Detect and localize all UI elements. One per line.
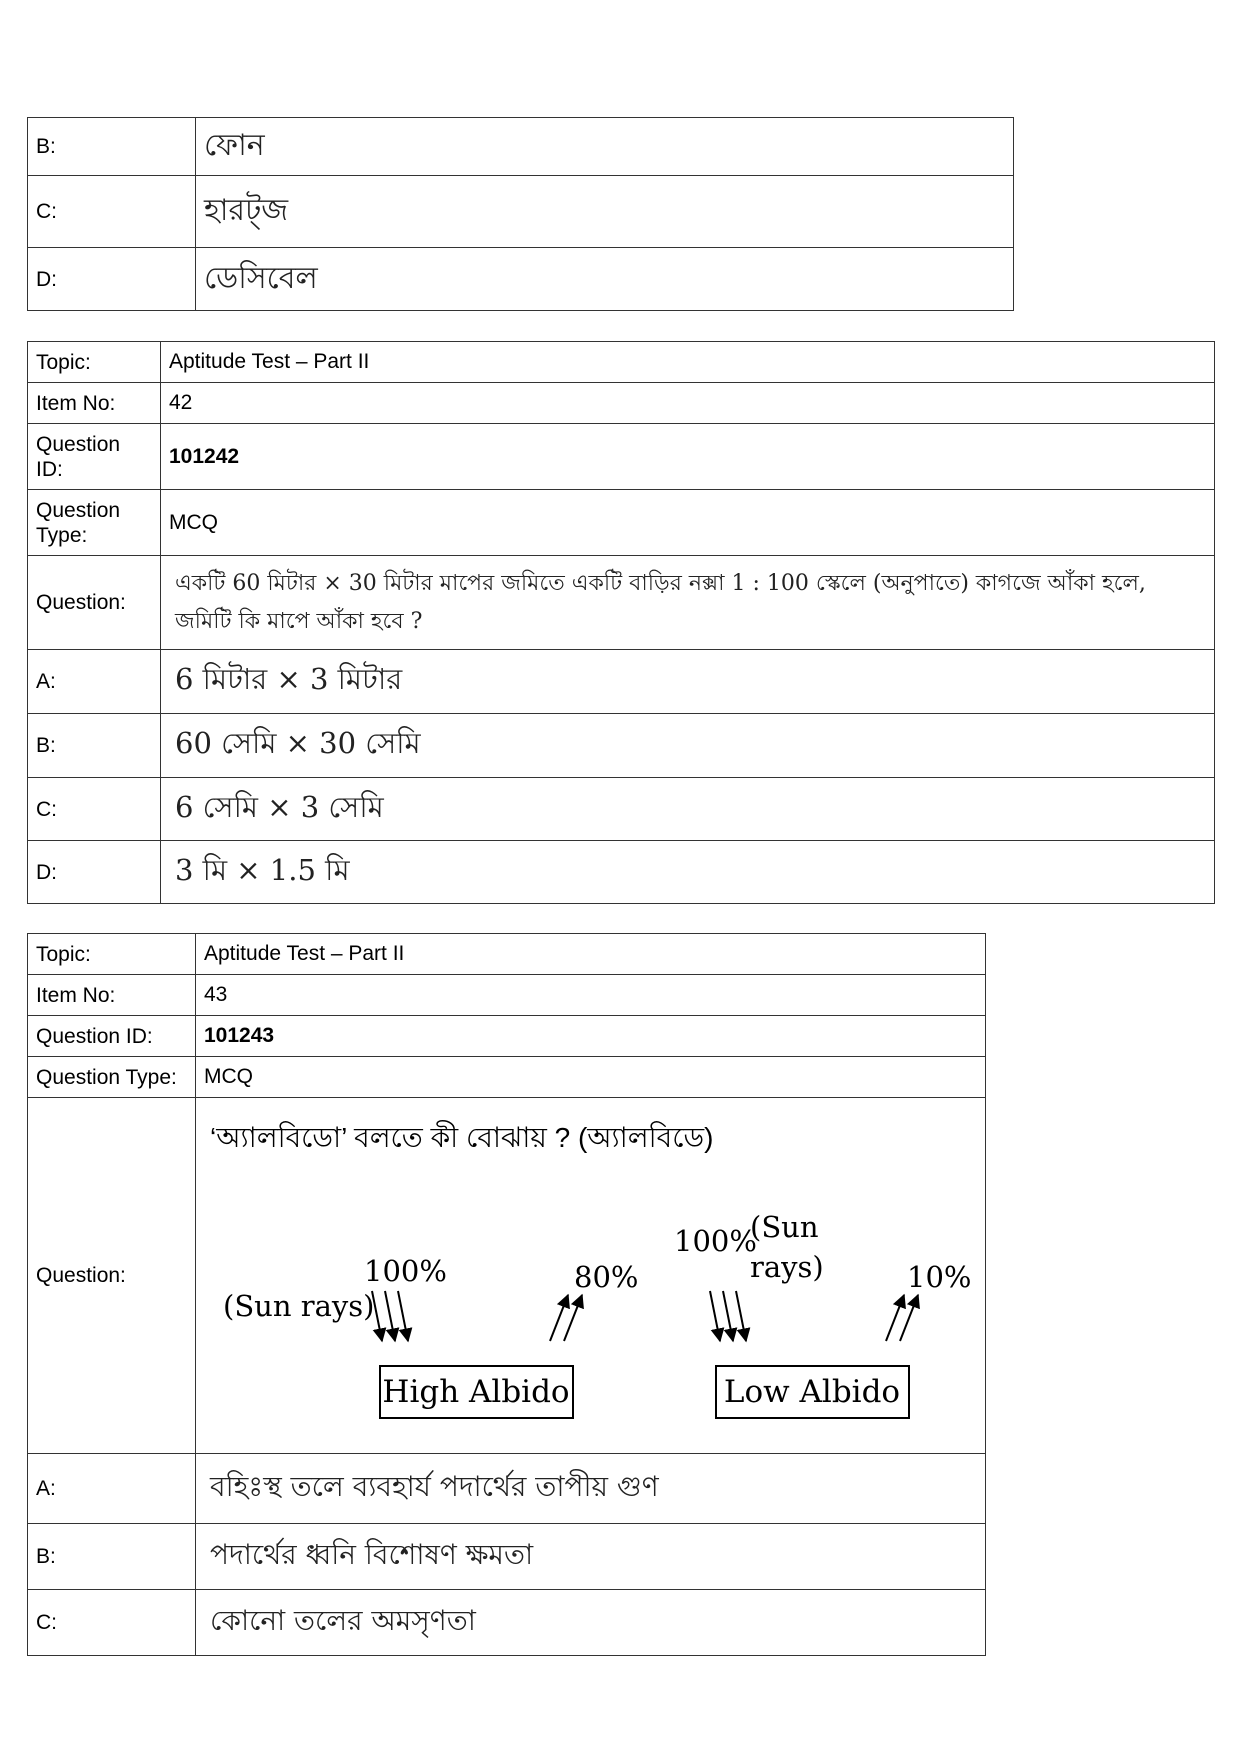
option-value: 6 মিটার × 3 মিটার [161, 650, 1215, 714]
albedo-figure [196, 1163, 986, 1453]
option-row-d [28, 248, 1014, 311]
question-type-row [28, 490, 1215, 556]
question-43-table [27, 933, 986, 1656]
item-no-row [28, 383, 1215, 424]
item-no-value: 43 [196, 975, 986, 1016]
question-id-label: Question ID: [28, 1016, 196, 1057]
item-no-label: Item No: [28, 975, 196, 1016]
option-value: হারট্জ [196, 176, 1014, 248]
question-id-row [28, 1016, 986, 1057]
option-label: C: [28, 778, 161, 841]
low-albido-label: Low Albido [723, 1374, 901, 1410]
option-value: 6 সেমি × 3 সেমি [161, 778, 1215, 841]
right-incoming-percent: 100% [674, 1224, 757, 1258]
option-value: 3 মি × 1.5 মি [161, 841, 1215, 904]
option-row-b [28, 118, 1014, 176]
question-cell [196, 1098, 986, 1454]
question-type-label: Question Type: [28, 1057, 196, 1098]
left-sun-rays-label: (Sun rays) [223, 1289, 375, 1323]
option-label: A: [28, 650, 161, 714]
question-row [28, 556, 1215, 650]
option-row-d [28, 841, 1215, 904]
high-albido-label: High Albido [382, 1374, 570, 1410]
item-no-value: 42 [161, 383, 1215, 424]
option-label: C: [28, 1590, 196, 1656]
option-row-a [28, 650, 1215, 714]
option-value: পদার্থের ধ্বনি বিশোষণ ক্ষমতা [196, 1524, 986, 1590]
left-reflected-percent: 80% [574, 1260, 639, 1294]
topic-value: Aptitude Test – Part II [161, 342, 1215, 383]
option-row-c [28, 778, 1215, 841]
option-row-b [28, 1524, 986, 1590]
question-label: Question: [28, 1098, 196, 1454]
question-text: একটি 60 মিটার × 30 মিটার মাপের জমিতে একটি বাড়ির নক্সা 1 : 100 স্কেলে (অনুপাতে) কাগজে আঁকা হলে, জমিটি কি মাপে আঁকা হবে ? [161, 556, 1215, 650]
option-label: B: [28, 1524, 196, 1590]
option-value: ফোন [196, 118, 1014, 176]
right-reflected-arrows-icon [886, 1295, 918, 1341]
right-sun-label-1: (Sun [750, 1210, 819, 1244]
item-no-label: Item No: [28, 383, 161, 424]
option-value: কোনো তলের অমসৃণতা [196, 1590, 986, 1656]
right-sun-label-2: rays) [750, 1250, 824, 1284]
option-row-b [28, 714, 1215, 778]
topic-label: Topic: [28, 342, 161, 383]
option-row-c [28, 176, 1014, 248]
right-incoming-arrows-icon [710, 1291, 746, 1341]
question-row [28, 1098, 986, 1454]
topic-value: Aptitude Test – Part II [196, 934, 986, 975]
left-reflected-arrows-icon [550, 1295, 582, 1341]
left-incoming-arrows-icon [372, 1291, 408, 1341]
option-value: ডেসিবেল [196, 248, 1014, 311]
option-row-a [28, 1454, 986, 1524]
topic-row [28, 342, 1215, 383]
option-label: B: [28, 714, 161, 778]
question-type-row [28, 1057, 986, 1098]
question-label: Question: [28, 556, 161, 650]
question-id-row [28, 424, 1215, 490]
question-type-label: Question Type: [28, 490, 161, 556]
option-label: D: [28, 841, 161, 904]
question-42-table [27, 341, 1215, 904]
right-reflected-percent: 10% [907, 1260, 972, 1294]
left-incoming-percent: 100% [364, 1254, 447, 1288]
option-value: 60 সেমি × 30 সেমি [161, 714, 1215, 778]
question-text: ‘অ্যালবিডো’ বলতে কী বোঝায় ? (অ্যালবিডে) [210, 1122, 714, 1153]
question-41-options-table [27, 117, 1014, 311]
topic-label: Topic: [28, 934, 196, 975]
topic-row [28, 934, 986, 975]
question-id-value: 101242 [161, 424, 1215, 490]
option-label: B: [28, 118, 196, 176]
item-no-row [28, 975, 986, 1016]
question-type-value: MCQ [161, 490, 1215, 556]
option-row-c [28, 1590, 986, 1656]
option-label: C: [28, 176, 196, 248]
question-id-label: Question ID: [28, 424, 161, 490]
option-label: D: [28, 248, 196, 311]
question-type-value: MCQ [196, 1057, 986, 1098]
question-id-value: 101243 [196, 1016, 986, 1057]
option-value: বহিঃস্থ তলে ব্যবহার্য পদার্থের তাপীয় গুণ [196, 1454, 986, 1524]
option-label: A: [28, 1454, 196, 1524]
